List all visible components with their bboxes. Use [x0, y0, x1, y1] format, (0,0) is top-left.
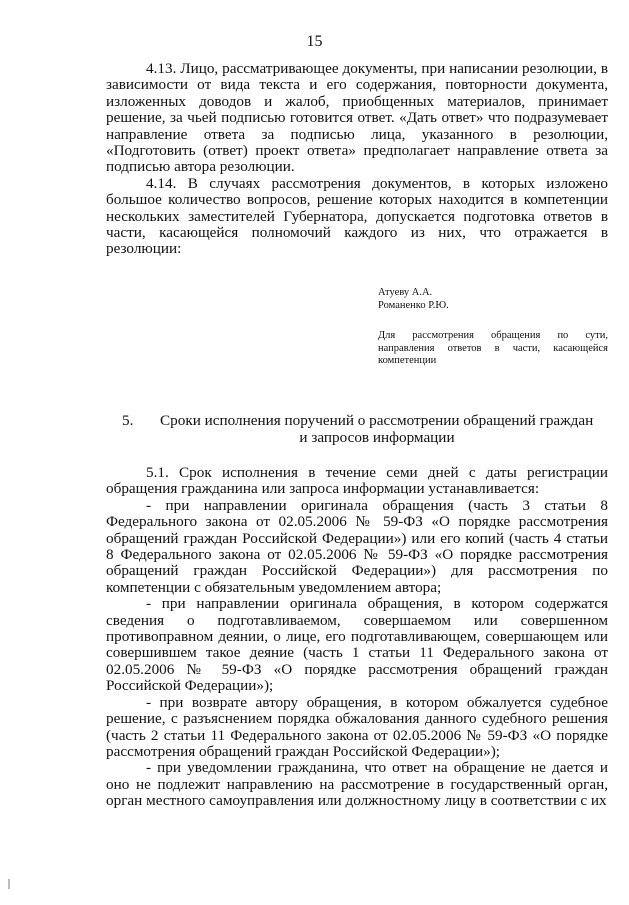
resolution-addressee: Атуеву А.А.: [378, 287, 433, 298]
section-4-paragraphs: [106, 61, 608, 258]
scan-margin-mark: [8, 879, 10, 889]
section-number: 5.: [122, 412, 134, 429]
paragraph-4-13: 4.13. Лицо, рассматривающее документы, при написании резолюции, в зависимости от вида текста и его содержания, повторности документа, изложенных доводов и жалоб, приобщенных материалов, принимает решение, за чьей подписью готовится ответ. «Дать ответ» что подразумевает направление ответа за подписью лица, указанного в резолюции, «Подготовить (ответ) проект ответа» предполагает направление ответа за подписью автора резолюции.: [106, 60, 608, 176]
resolution-note: Для рассмотрения обращения по сути, направления ответов в части, касающейся компетенции: [378, 330, 608, 366]
list-item: - при уведомлении гражданина, что ответ на обращение не дается и оно не подлежит направлению на рассмотрение в государственный орган, орган местного самоуправления или должностному лицу в соответствии с их: [106, 759, 608, 810]
paragraph-4-14: 4.14. В случаях рассмотрения документов, в которых изложено большое количество вопросов, решение которых находится в компетенции нескольких заместителей Губернатора, допускается подготовка ответов в части, касающейся полномочий каждого из них, что отражается в резолюции:: [106, 174, 608, 258]
section-5-paragraphs: [106, 465, 608, 810]
resolution-addressees: [378, 287, 608, 312]
page-number: 15: [306, 33, 323, 50]
resolution-addressee: Романенко Р.Ю.: [378, 299, 449, 311]
section-title-line-1: Сроки исполнения поручений о рассмотрении обращений граждан: [160, 412, 594, 429]
list-item: - при направлении оригинала обращения, в котором содержатся сведения о подготавливаемом, совершаемом или совершенном противоправном деянии, о лице, его подготавливающем, совершающем или совершившем такое деяние (часть 1 статьи 11 Федерального закона от 02.05.2006 № 59-ФЗ «О порядке рассмотрения обращений граждан Российской Федерации»);: [106, 595, 608, 695]
list-item: - при возврате автору обращения, в котором обжалуется судебное решение, с разъяснением порядка обжалования данного судебного решения (часть 2 статьи 11 Федерального закона от 02.05.2006 № 59-ФЗ «О порядке рассмотрения обращений граждан Российской Федерации»);: [106, 693, 608, 760]
paragraph-5-1: 5.1. Срок исполнения в течение семи дней с даты регистрации обращения гражданина или запроса информации устанавливается:: [106, 464, 608, 498]
section-title-line-2: и запросов информации: [299, 428, 455, 446]
list-item: - при направлении оригинала обращения (часть 3 статьи 8 Федерального закона от 02.05.2006 № 59-ФЗ «О порядке рассмотрения обращений граждан Российской Федерации») или его копий (часть 4 статьи 8 Федерального закона от 02.05.2006 № 59-ФЗ «О порядке рассмотрения обращений граждан Российской Федерации») для рассмотрения по компетенции с обязательным уведомлением автора;: [106, 496, 608, 596]
